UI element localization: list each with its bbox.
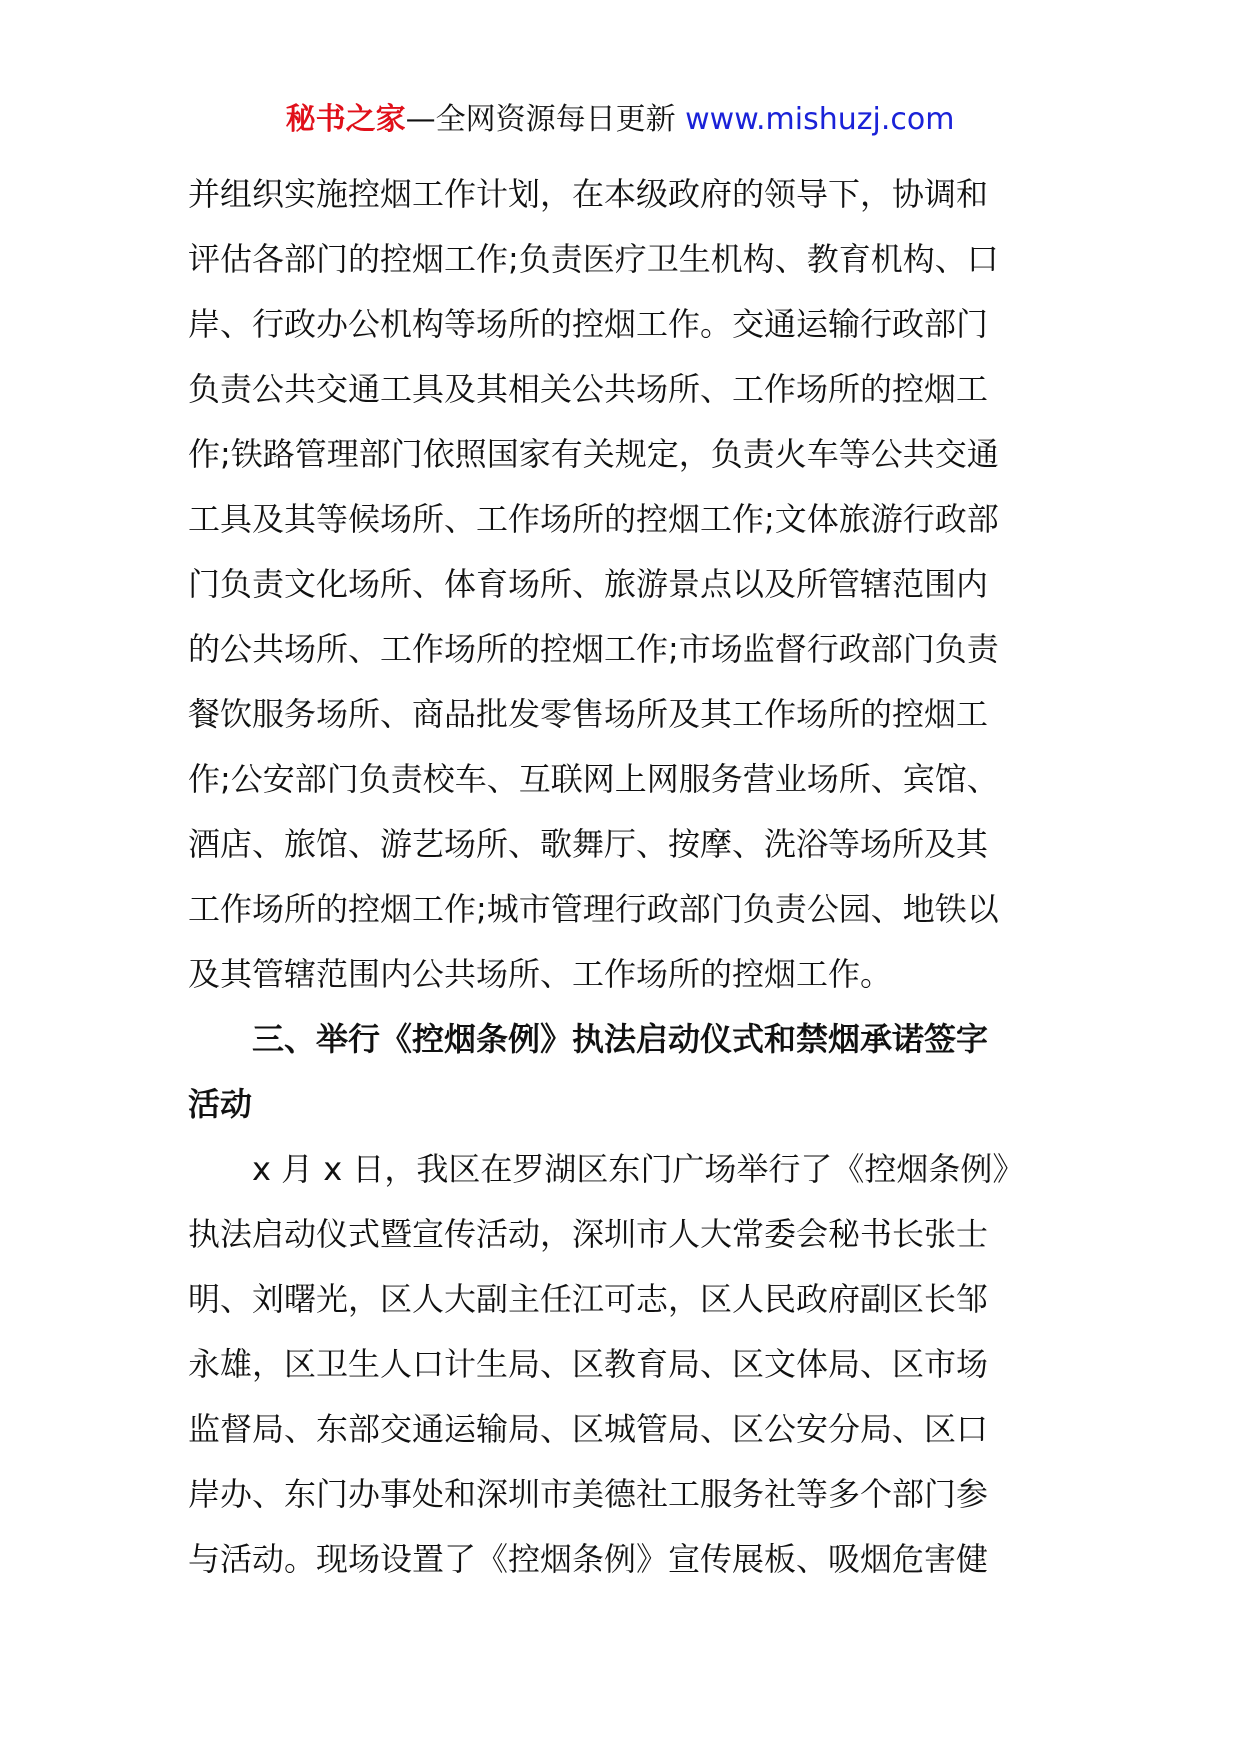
paragraph-line: 岸办、东门办事处和深圳市美德社工服务社等多个部门参 (188, 1475, 989, 1513)
header-tagline: —全网资源每日更新 (405, 102, 686, 137)
paragraph-line: x 月 x 日，我区在罗湖区东门广场举行了《控烟条例》 (252, 1150, 1025, 1188)
website-link[interactable]: www.mishuzj.com (685, 102, 955, 137)
paragraph-line: 并组织实施控烟工作计划，在本级政府的领导下，协调和 (188, 175, 989, 213)
paragraph-line: 作;公安部门负责校车、互联网上网服务营业场所、宾馆、 (188, 760, 999, 798)
paragraph-line: 及其管辖范围内公共场所、工作场所的控烟工作。 (188, 955, 893, 993)
paragraph-line: 的公共场所、工作场所的控烟工作;市场监督行政部门负责 (188, 630, 999, 668)
paragraph-line: 作;铁路管理部门依照国家有关规定，负责火车等公共交通 (188, 435, 999, 473)
paragraph-line: 评估各部门的控烟工作;负责医疗卫生机构、教育机构、口 (188, 240, 999, 278)
brand-name: 秘书之家 (285, 102, 406, 137)
paragraph-line: 工作场所的控烟工作;城市管理行政部门负责公园、地铁以 (188, 890, 999, 928)
paragraph-line: 门负责文化场所、体育场所、旅游景点以及所管辖范围内 (188, 565, 989, 603)
paragraph-line: 执法启动仪式暨宣传活动，深圳市人大常委会秘书长张士 (188, 1215, 989, 1253)
paragraph-line: 监督局、东部交通运输局、区城管局、区公安分局、区口 (188, 1410, 989, 1448)
paragraph-line: 餐饮服务场所、商品批发零售场所及其工作场所的控烟工 (188, 695, 989, 733)
paragraph-line: 与活动。现场设置了《控烟条例》宣传展板、吸烟危害健 (188, 1540, 989, 1578)
section-heading-continued: 活动 (188, 1085, 253, 1123)
paragraph-line: 酒店、旅馆、游艺场所、歌舞厅、按摩、洗浴等场所及其 (188, 825, 989, 863)
paragraph-line: 负责公共交通工具及其相关公共场所、工作场所的控烟工 (188, 370, 989, 408)
paragraph-line: 工具及其等候场所、工作场所的控烟工作;文体旅游行政部 (188, 500, 999, 538)
paragraph-line: 岸、行政办公机构等场所的控烟工作。交通运输行政部门 (188, 305, 989, 343)
paragraph-line: 永雄，区卫生人口计生局、区教育局、区文体局、区市场 (188, 1345, 989, 1383)
page-header (0, 100, 1240, 140)
body-text (188, 162, 1048, 1592)
section-heading: 三、举行《控烟条例》执法启动仪式和禁烟承诺签字 (252, 1020, 989, 1058)
paragraph-line: 明、刘曙光，区人大副主任江可志，区人民政府副区长邹 (188, 1280, 989, 1318)
